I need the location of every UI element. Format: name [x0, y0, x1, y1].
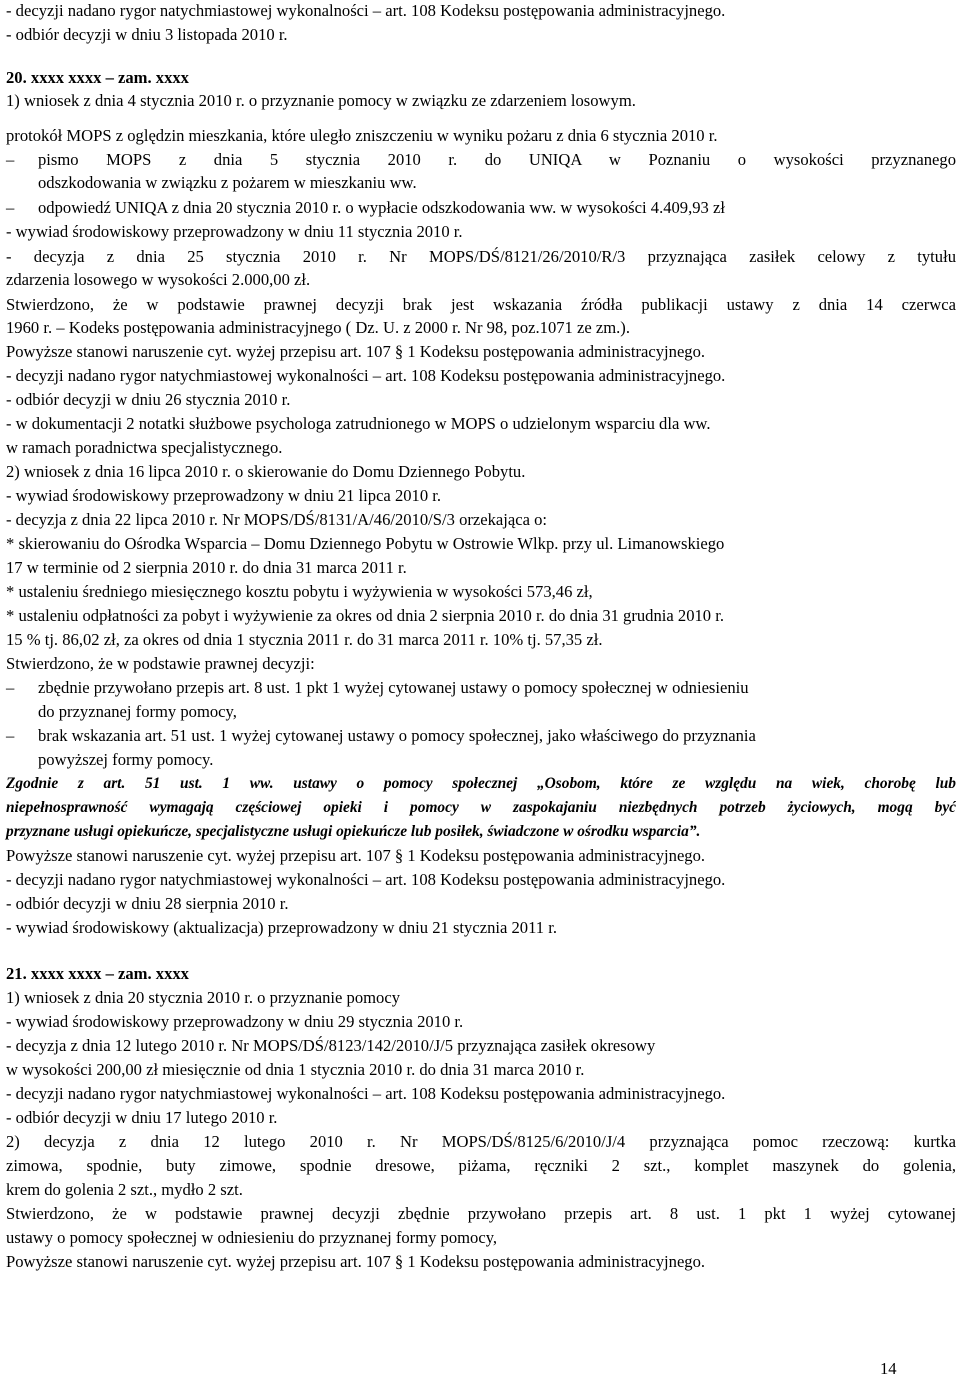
text-line: - w dokumentacji 2 notatki służbowe psychologa zatrudnionego w MOPS o udzielonym wsparciu dla ww.: [6, 414, 711, 433]
list-dash: –: [6, 726, 15, 745]
text-line: zimowa, spodnie, buty zimowe, spodnie dresowe, piżama, ręczniki 2 szt., komplet maszynek do golenia,: [6, 1156, 956, 1175]
text-line: - decyzja z dnia 22 lipca 2010 r. Nr MOPS/DŚ/8131/A/46/2010/S/3 orzekająca o:: [6, 510, 548, 529]
text-line: 1) wniosek z dnia 20 stycznia 2010 r. o przyznanie pomocy: [6, 988, 400, 1007]
text-line: * ustaleniu średniego miesięcznego kosztu pobytu i wyżywienia w wysokości 573,46 zł,: [6, 582, 593, 601]
text-line: Powyższe stanowi naruszenie cyt. wyżej przepisu art. 107 § 1 Kodeksu postępowania administracyjnego.: [6, 342, 706, 361]
text-line: - decyzji nadano rygor natychmiastowej wykonalności – art. 108 Kodeksu postępowania administracyjnego.: [6, 870, 726, 889]
text-line: brak wskazania art. 51 ust. 1 wyżej cytowanej ustawy o pomocy społecznej, jako właściwego do przyznania: [38, 726, 756, 745]
page-number: 14: [880, 1359, 897, 1378]
text-line: Powyższe stanowi naruszenie cyt. wyżej przepisu art. 107 § 1 Kodeksu postępowania administracyjnego.: [6, 846, 706, 865]
section-heading-20: 20. xxxx xxxx – zam. xxxx: [6, 68, 189, 87]
text-line: odpowiedź UNIQA z dnia 20 stycznia 2010 r. o wypłacie odszkodowania ww. w wysokości 4.409,93 zł: [38, 198, 725, 217]
text-line: - decyzji nadano rygor natychmiastowej wykonalności – art. 108 Kodeksu postępowania administracyjnego.: [6, 366, 726, 385]
text-line: protokół MOPS z oględzin mieszkania, które uległo zniszczeniu w wyniku pożaru z dnia 6 stycznia 2010 r.: [6, 126, 718, 145]
text-line: w ramach poradnictwa specjalistycznego.: [6, 438, 283, 457]
list-dash: –: [6, 150, 15, 169]
text-line: * ustaleniu odpłatności za pobyt i wyżywienie za okres od dnia 2 sierpnia 2010 r. do dnia 31 grudnia 2010 r.: [6, 606, 724, 625]
text-line: - wywiad środowiskowy przeprowadzony w dniu 11 stycznia 2010 r.: [6, 222, 463, 241]
text-line: - odbiór decyzji w dniu 26 stycznia 2010 r.: [6, 390, 291, 409]
text-line: zbędnie przywołano przepis art. 8 ust. 1 pkt 1 wyżej cytowanej ustawy o pomocy społecznej w odniesieniu: [38, 678, 749, 697]
text-line: pismo MOPS z dnia 5 stycznia 2010 r. do UNIQA w Poznaniu o wysokości przyznanego: [38, 150, 956, 169]
text-line: ustawy o pomocy społecznej w odniesieniu do przyznanej formy pomocy,: [6, 1228, 498, 1247]
text-line: 1960 r. – Kodeks postępowania administracyjnego ( Dz. U. z 2000 r. Nr 98, poz.1071 ze zm.).: [6, 318, 630, 337]
text-line: - decyzja z dnia 25 stycznia 2010 r. Nr MOPS/DŚ/8121/26/2010/R/3 przyznająca zasiłek celowy z tytułu: [6, 247, 956, 266]
quote-line: Zgodnie z art. 51 ust. 1 ww. ustawy o pomocy społecznej „Osobom, które ze względu na wiek, chorobę lub: [6, 775, 956, 792]
text-line: zdarzenia losowego w wysokości 2.000,00 zł.: [6, 270, 311, 289]
text-line: Stwierdzono, że w podstawie prawnej decyzji:: [6, 654, 315, 673]
text-line: odszkodowania w związku z pożarem w mieszkaniu ww.: [38, 173, 417, 192]
text-line: 2) wniosek z dnia 16 lipca 2010 r. o skierowanie do Domu Dziennego Pobytu.: [6, 462, 526, 481]
text-line: - wywiad środowiskowy przeprowadzony w dniu 29 stycznia 2010 r.: [6, 1012, 464, 1031]
text-line: Stwierdzono, że w podstawie prawnej decyzji zbędnie przywołano przepis art. 8 ust. 1 pkt 1 wyżej cytowanej: [6, 1204, 956, 1223]
list-dash: –: [6, 198, 15, 217]
text-line: - odbiór decyzji w dniu 3 listopada 2010 r.: [6, 25, 288, 44]
quote-line: niepełnosprawność wymagają częściowej opieki i pomocy w zaspokajaniu niezbędnych potrzeb życiowych, mogą być: [6, 799, 956, 816]
text-line: - odbiór decyzji w dniu 17 lutego 2010 r.: [6, 1108, 278, 1127]
text-line: - odbiór decyzji w dniu 28 sierpnia 2010 r.: [6, 894, 289, 913]
text-line: Powyższe stanowi naruszenie cyt. wyżej przepisu art. 107 § 1 Kodeksu postępowania administracyjnego.: [6, 1252, 706, 1271]
text-line: - wywiad środowiskowy przeprowadzony w dniu 21 lipca 2010 r.: [6, 486, 442, 505]
text-line: Stwierdzono, że w podstawie prawnej decyzji brak jest wskazania źródła publikacji ustawy z dnia 14 czerwca: [6, 295, 956, 314]
text-line: * skierowaniu do Ośrodka Wsparcia – Domu Dziennego Pobytu w Ostrowie Wlkp. przy ul. Limanowskiego: [6, 534, 725, 553]
list-dash: –: [6, 678, 15, 697]
text-line: krem do golenia 2 szt., mydło 2 szt.: [6, 1180, 243, 1199]
text-line: do przyznanej formy pomocy,: [38, 702, 237, 721]
quote-line: przyznane usługi opiekuńcze, specjalistyczne usługi opiekuńcze lub posiłek, świadczone w ośrodku wsparcia”.: [6, 823, 701, 840]
text-line: 17 w terminie od 2 sierpnia 2010 r. do dnia 31 marca 2011 r.: [6, 558, 407, 577]
text-line: 15 % tj. 86,02 zł, za okres od dnia 1 stycznia 2011 r. do 31 marca 2011 r. 10% tj. 57,35 zł.: [6, 630, 603, 649]
text-line: - decyzji nadano rygor natychmiastowej wykonalności – art. 108 Kodeksu postępowania administracyjnego.: [6, 1084, 726, 1103]
text-line: - decyzji nadano rygor natychmiastowej wykonalności – art. 108 Kodeksu postępowania administracyjnego.: [6, 1, 726, 20]
text-line: w wysokości 200,00 zł miesięcznie od dnia 1 stycznia 2010 r. do dnia 31 marca 2010 r.: [6, 1060, 585, 1079]
text-line: - wywiad środowiskowy (aktualizacja) przeprowadzony w dniu 21 stycznia 2011 r.: [6, 918, 557, 937]
text-line: - decyzja z dnia 12 lutego 2010 r. Nr MOPS/DŚ/8123/142/2010/J/5 przyznająca zasiłek okresowy: [6, 1036, 656, 1055]
text-line: 1) wniosek z dnia 4 stycznia 2010 r. o przyznanie pomocy w związku ze zdarzeniem losowym.: [6, 91, 636, 110]
text-line: 2) decyzja z dnia 12 lutego 2010 r. Nr MOPS/DŚ/8125/6/2010/J/4 przyznająca pomoc rzeczową: kurtka: [6, 1132, 956, 1151]
section-heading-21: 21. xxxx xxxx – zam. xxxx: [6, 964, 189, 983]
text-line: powyższej formy pomocy.: [38, 750, 214, 769]
